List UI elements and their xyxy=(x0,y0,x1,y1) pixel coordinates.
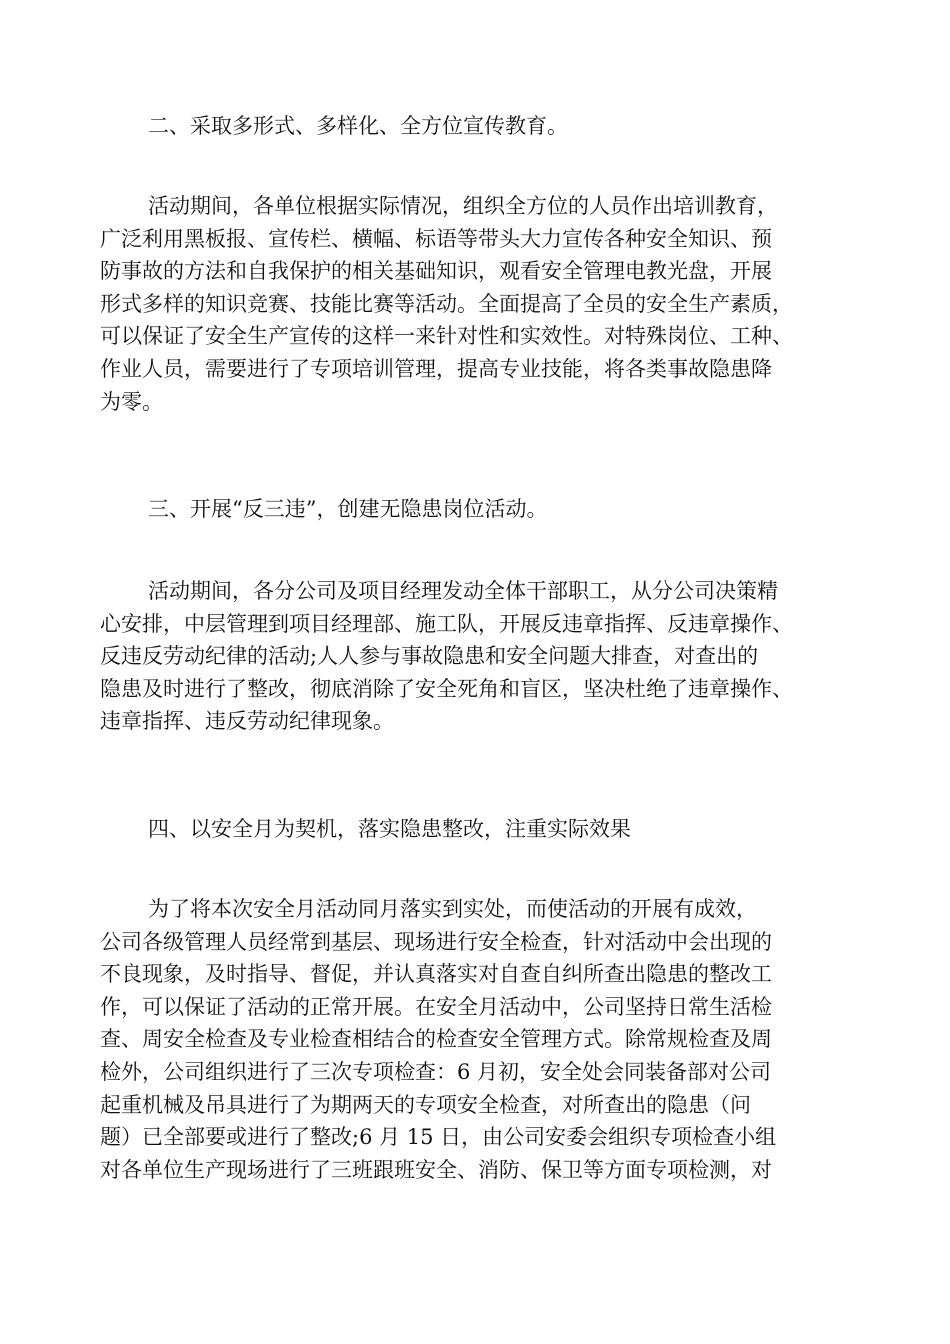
section-heading-2: 二、采取多形式、多样化、全方位宣传教育。 xyxy=(148,114,568,138)
section-body-3 xyxy=(100,575,865,738)
paragraph-line: 隐患及时进行了整改，彻底消除了安全死角和盲区，坚决杜绝了违章操作、 xyxy=(100,676,793,701)
paragraph-line: 对各单位生产现场进行了三班跟班安全、消防、保卫等方面专项检测，对 xyxy=(100,1157,772,1182)
paragraph-line: 作，可以保证了活动的正常开展。在安全月活动中，公司坚持日常生活检 xyxy=(100,994,772,1019)
section-body-4 xyxy=(100,893,865,1186)
paragraph-line: 广泛利用黑板报、宣传栏、横幅、标语等带头大力宣传各种安全知识、预 xyxy=(100,226,772,251)
paragraph-line: 作业人员，需要进行了专项培训管理，提高专业技能，将各类事故隐患降 xyxy=(100,356,772,381)
paragraph-line: 为了将本次安全月活动同月落实到实处，而使活动的开展有成效， xyxy=(148,897,757,921)
paragraph-line: 活动期间，各分公司及项目经理发动全体干部职工，从分公司决策精 xyxy=(148,579,778,603)
paragraph-line: 公司各级管理人员经常到基层、现场进行安全检查，针对活动中会出现的 xyxy=(100,929,772,954)
paragraph-line: 违章指挥、违反劳动纪律现象。 xyxy=(100,709,394,734)
paragraph-line: 防事故的方法和自我保护的相关基础知识，观看安全管理电教光盘，开展 xyxy=(100,259,772,284)
paragraph-line: 反违反劳动纪律的活动;人人参与事故隐患和安全问题大排查，对查出的 xyxy=(100,644,759,669)
paragraph-line: 形式多样的知识竞赛、技能比赛等活动。全面提高了全员的安全生产素质， xyxy=(100,291,793,316)
paragraph-line: 心安排，中层管理到项目经理部、施工队，开展反违章指挥、反违章操作、 xyxy=(100,611,793,636)
section-body-2 xyxy=(100,190,865,418)
paragraph-line: 不良现象，及时指导、督促，并认真落实对自查自纠所查出隐患的整改工 xyxy=(100,962,772,987)
paragraph-line: 起重机械及吊具进行了为期两天的专项安全检查，对所查出的隐患（问 xyxy=(100,1092,751,1117)
section-heading-4: 四、以安全月为契机，落实隐患整改，注重实际效果 xyxy=(148,817,631,841)
paragraph-line: 活动期间，各单位根据实际情况，组织全方位的人员作出培训教育， xyxy=(148,194,778,218)
paragraph-line: 检外，公司组织进行了三次专项检查：6 月初，安全处会同装备部对公司 xyxy=(100,1059,772,1084)
paragraph-line: 为零。 xyxy=(100,389,163,414)
section-heading-3: 三、开展“反三违”，创建无隐患岗位活动。 xyxy=(148,497,548,521)
paragraph-line: 题）已全部要或进行了整改;6 月 15 日，由公司安委会组织专项检查小组 xyxy=(100,1125,777,1150)
paragraph-line: 查、周安全检查及专业检查相结合的检查安全管理方式。除常规检查及周 xyxy=(100,1027,772,1052)
paragraph-line: 可以保证了安全生产宣传的这样一来针对性和实效性。对特殊岗位、工种、 xyxy=(100,324,793,349)
